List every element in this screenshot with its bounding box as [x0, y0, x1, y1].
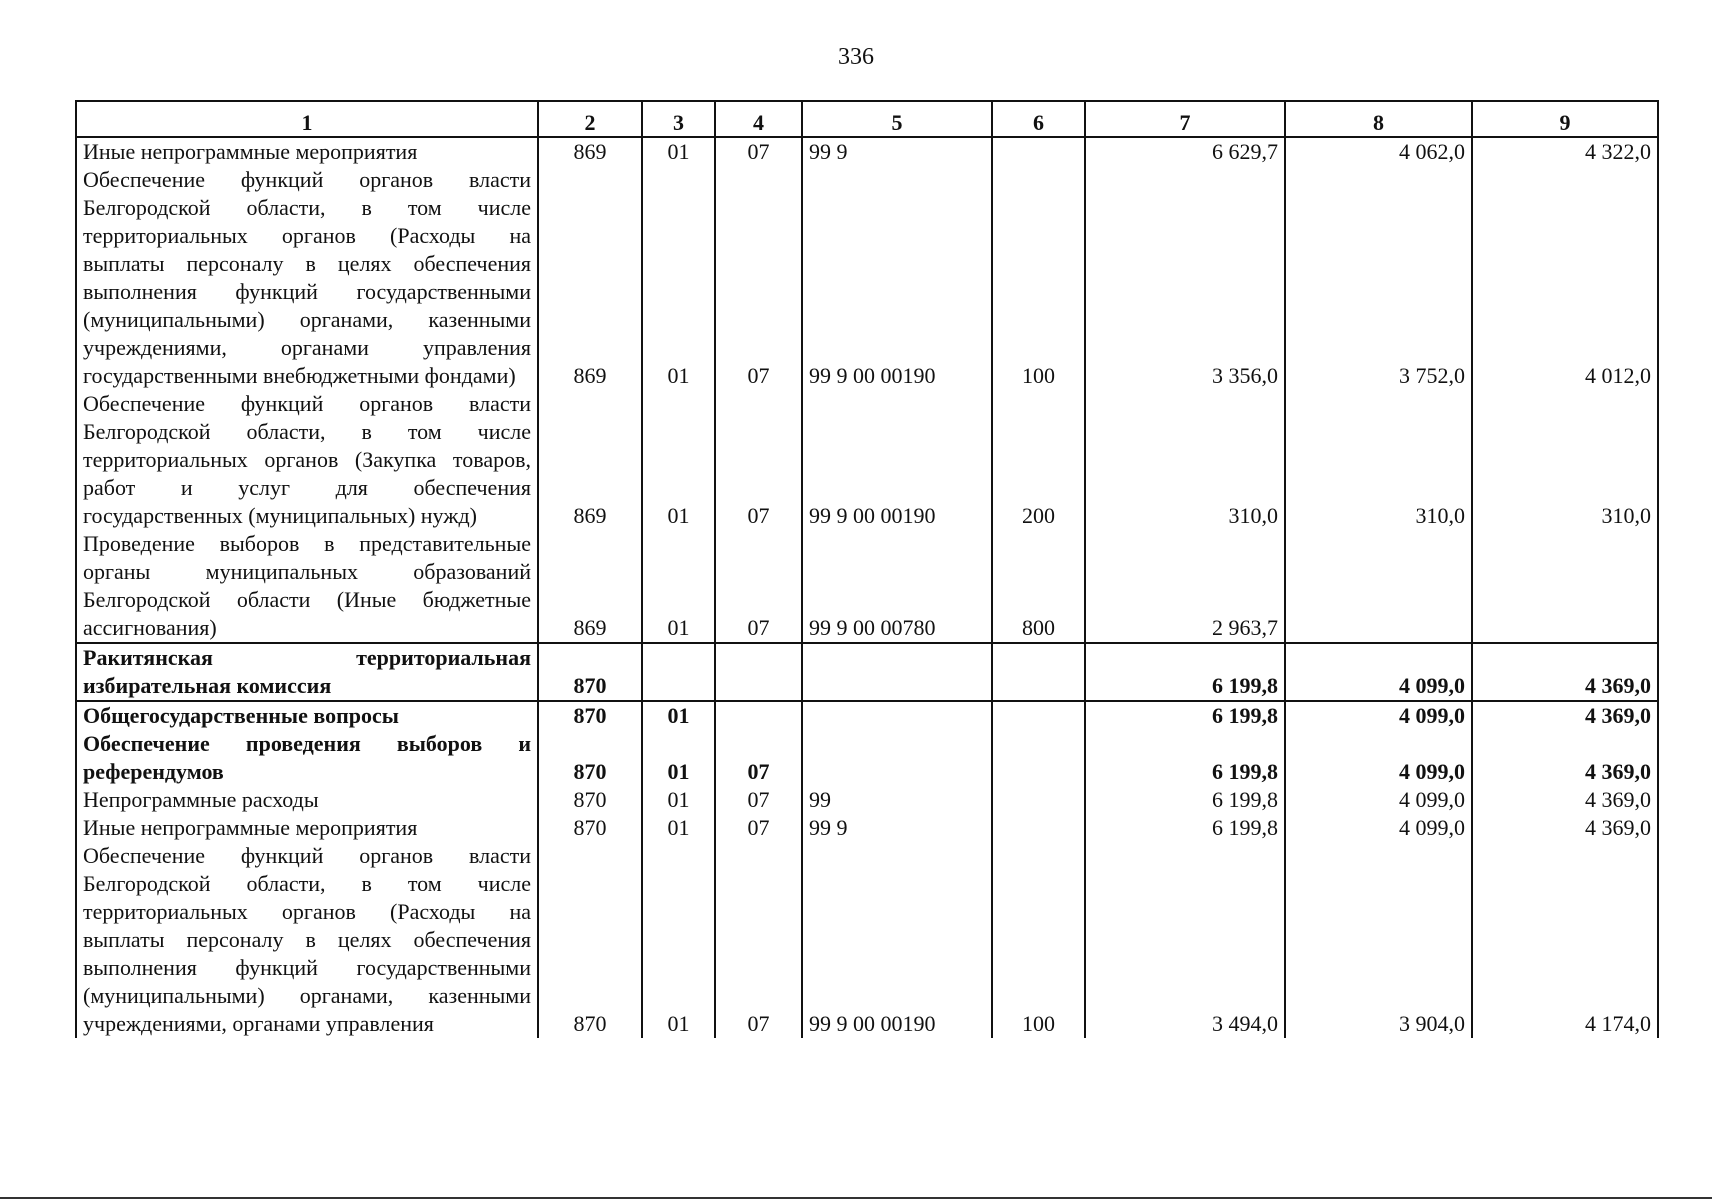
row-amount-col8: 4 099,0 — [1285, 701, 1472, 730]
row-amount-col7: 6 199,8 — [1085, 730, 1285, 786]
row-expense-type: 100 — [992, 166, 1085, 390]
header-col-9: 9 — [1472, 101, 1658, 137]
row-subsection: 07 — [715, 814, 802, 842]
row-amount-col9: 4 174,0 — [1472, 842, 1658, 1038]
row-section: 01 — [642, 814, 715, 842]
table-row — [76, 842, 1658, 1038]
table-row — [76, 730, 1658, 786]
row-expense-type — [992, 643, 1085, 701]
row-target-article: 99 9 00 00190 — [802, 390, 992, 530]
budget-table — [75, 100, 1659, 1038]
row-amount-col9 — [1472, 530, 1658, 643]
row-amount-col7: 3 494,0 — [1085, 842, 1285, 1038]
row-target-article — [802, 643, 992, 701]
row-subsection: 07 — [715, 530, 802, 643]
row-subsection: 07 — [715, 137, 802, 166]
row-ministry-code: 869 — [538, 530, 642, 643]
row-description: Проведение выборов в представительные органы муниципальных образований Белгородской области (Иные бюджетные ассигнования) — [76, 530, 538, 643]
row-ministry-code: 869 — [538, 390, 642, 530]
row-target-article: 99 9 — [802, 814, 992, 842]
row-ministry-code: 869 — [538, 166, 642, 390]
row-amount-col7: 310,0 — [1085, 390, 1285, 530]
row-amount-col8: 4 062,0 — [1285, 137, 1472, 166]
row-subsection: 07 — [715, 786, 802, 814]
row-target-article: 99 9 00 00190 — [802, 166, 992, 390]
row-ministry-code: 870 — [538, 701, 642, 730]
row-section: 01 — [642, 166, 715, 390]
row-amount-col8: 4 099,0 — [1285, 814, 1472, 842]
scan-edge-line — [0, 1197, 1712, 1199]
row-expense-type: 200 — [992, 390, 1085, 530]
row-section: 01 — [642, 530, 715, 643]
row-ministry-code: 870 — [538, 814, 642, 842]
table-row — [76, 786, 1658, 814]
row-amount-col7: 3 356,0 — [1085, 166, 1285, 390]
row-subsection: 07 — [715, 730, 802, 786]
row-ministry-code: 869 — [538, 137, 642, 166]
row-section: 01 — [642, 786, 715, 814]
table-row — [76, 137, 1658, 166]
row-description: Обеспечение функций органов власти Белгородской области, в том числе территориальных органов (Расходы на выплаты персоналу в целях обеспечения выполнения функций государственными (муниципальными) органами, казенными учреждениями, органами управления государственными внебюджетными фондами) — [76, 166, 538, 390]
table-row — [76, 643, 1658, 701]
row-amount-col9: 4 322,0 — [1472, 137, 1658, 166]
row-section: 01 — [642, 137, 715, 166]
row-target-article: 99 9 00 00190 — [802, 842, 992, 1038]
row-target-article — [802, 730, 992, 786]
row-ministry-code: 870 — [538, 730, 642, 786]
row-amount-col9: 4 369,0 — [1472, 643, 1658, 701]
row-amount-col9: 4 369,0 — [1472, 814, 1658, 842]
row-amount-col7: 2 963,7 — [1085, 530, 1285, 643]
row-section: 01 — [642, 730, 715, 786]
row-amount-col8: 310,0 — [1285, 390, 1472, 530]
row-ministry-code: 870 — [538, 842, 642, 1038]
row-amount-col7: 6 199,8 — [1085, 814, 1285, 842]
row-description: Обеспечение функций органов власти Белгородской области, в том числе территориальных органов (Закупка товаров, работ и услуг для обеспечения государственных (муниципальных) нужд) — [76, 390, 538, 530]
table-row — [76, 530, 1658, 643]
row-target-article — [802, 701, 992, 730]
table-row — [76, 166, 1658, 390]
header-col-6: 6 — [992, 101, 1085, 137]
row-amount-col8: 4 099,0 — [1285, 786, 1472, 814]
row-target-article: 99 — [802, 786, 992, 814]
row-amount-col9: 4 369,0 — [1472, 786, 1658, 814]
row-ministry-code: 870 — [538, 643, 642, 701]
header-col-3: 3 — [642, 101, 715, 137]
row-amount-col7: 6 629,7 — [1085, 137, 1285, 166]
row-target-article: 99 9 — [802, 137, 992, 166]
row-section: 01 — [642, 701, 715, 730]
row-description: Иные непрограммные мероприятия — [76, 814, 538, 842]
row-section: 01 — [642, 842, 715, 1038]
row-description: Иные непрограммные мероприятия — [76, 137, 538, 166]
row-amount-col9: 4 369,0 — [1472, 730, 1658, 786]
row-subsection: 07 — [715, 166, 802, 390]
row-amount-col9: 4 012,0 — [1472, 166, 1658, 390]
row-description: Общегосударственные вопросы — [76, 701, 538, 730]
row-section: 01 — [642, 390, 715, 530]
row-ministry-code: 870 — [538, 786, 642, 814]
row-subsection — [715, 643, 802, 701]
table-row — [76, 390, 1658, 530]
header-col-7: 7 — [1085, 101, 1285, 137]
table-row — [76, 701, 1658, 730]
row-expense-type — [992, 137, 1085, 166]
row-amount-col9: 310,0 — [1472, 390, 1658, 530]
row-target-article: 99 9 00 00780 — [802, 530, 992, 643]
row-amount-col7: 6 199,8 — [1085, 701, 1285, 730]
header-row — [76, 101, 1658, 137]
row-section — [642, 643, 715, 701]
row-amount-col7: 6 199,8 — [1085, 643, 1285, 701]
row-expense-type — [992, 814, 1085, 842]
row-amount-col9: 4 369,0 — [1472, 701, 1658, 730]
row-subsection: 07 — [715, 842, 802, 1038]
header-col-8: 8 — [1285, 101, 1472, 137]
row-description: Обеспечение функций органов власти Белгородской области, в том числе территориальных органов (Расходы на выплаты персоналу в целях обеспечения выполнения функций государственными (муниципальными) органами, казенными учреждениями, органами управления — [76, 842, 538, 1038]
row-expense-type — [992, 786, 1085, 814]
header-col-4: 4 — [715, 101, 802, 137]
header-col-2: 2 — [538, 101, 642, 137]
row-description: Ракитянская территориальная избирательная комиссия — [76, 643, 538, 701]
row-subsection — [715, 701, 802, 730]
row-expense-type: 100 — [992, 842, 1085, 1038]
row-expense-type — [992, 701, 1085, 730]
row-amount-col8: 4 099,0 — [1285, 730, 1472, 786]
row-amount-col8: 3 752,0 — [1285, 166, 1472, 390]
row-amount-col8 — [1285, 530, 1472, 643]
header-col-1: 1 — [76, 101, 538, 137]
row-description: Обеспечение проведения выборов и референдумов — [76, 730, 538, 786]
row-description: Непрограммные расходы — [76, 786, 538, 814]
table-row — [76, 814, 1658, 842]
row-amount-col8: 4 099,0 — [1285, 643, 1472, 701]
row-expense-type: 800 — [992, 530, 1085, 643]
row-subsection: 07 — [715, 390, 802, 530]
row-amount-col7: 6 199,8 — [1085, 786, 1285, 814]
page-number: 336 — [838, 44, 874, 70]
header-col-5: 5 — [802, 101, 992, 137]
row-expense-type — [992, 730, 1085, 786]
row-amount-col8: 3 904,0 — [1285, 842, 1472, 1038]
